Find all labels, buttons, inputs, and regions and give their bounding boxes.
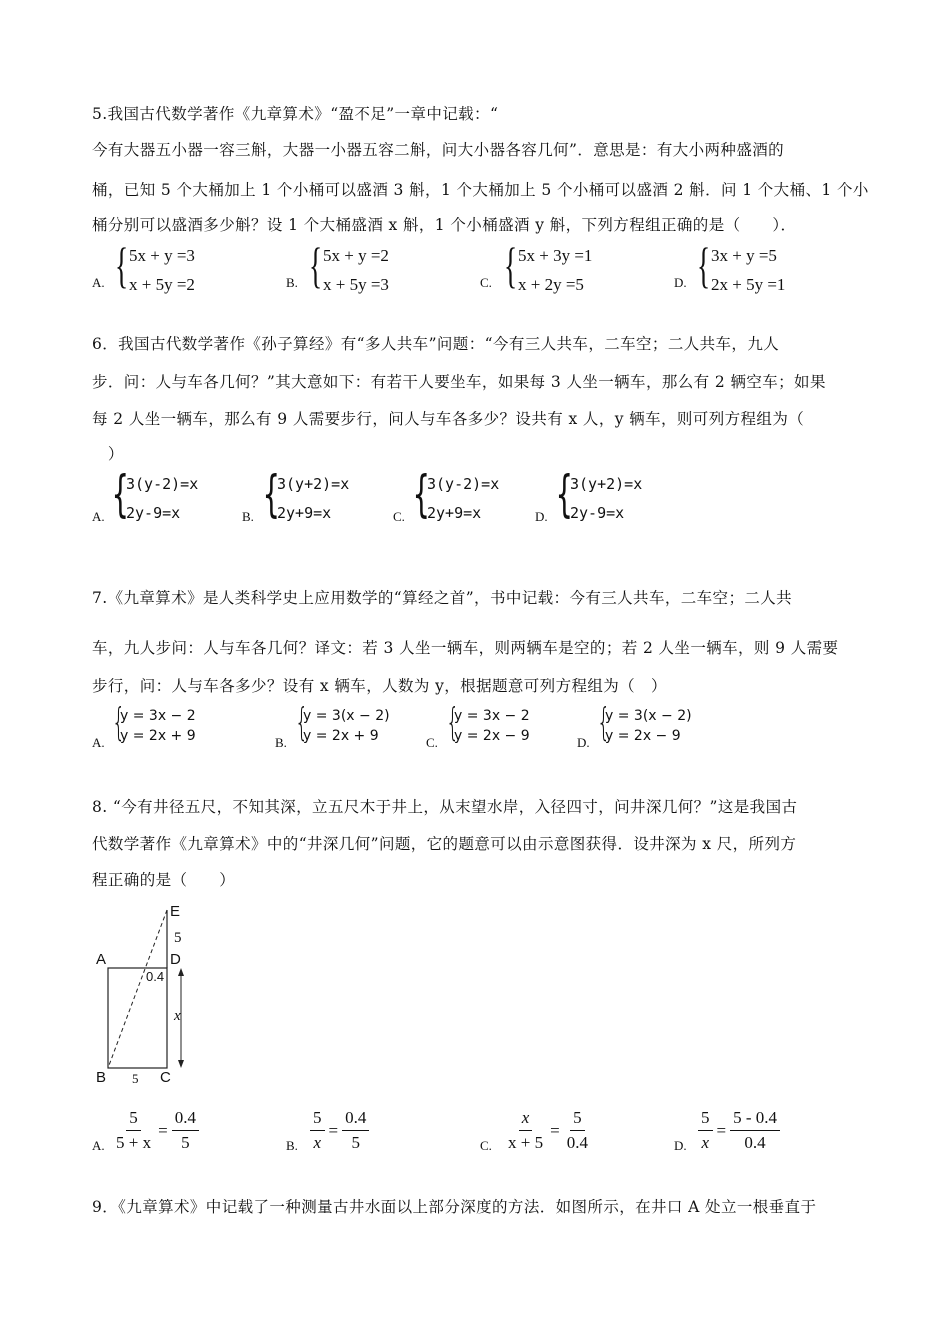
q8-option-b-equation: $\frac{5}{x}$ = $\frac{0.4}{5}$ [310,1108,369,1153]
q7-d-eq2: y = 2x − 9 [605,728,681,744]
q6-c-eq1: 3(y-2)=x [427,475,500,493]
q5-d-eq1: 3x + y =5 [711,246,777,265]
q7-a-eq1: y = 3x − 2 [120,708,196,724]
q8-d-left-den: x [701,1133,710,1152]
q7-c-eq1: y = 3x − 2 [454,708,530,724]
q7-b-eq1: y = 3(x − 2) [303,708,390,724]
q6-b-eq2: 2y+9=x [277,504,332,522]
q8-b-left-den: x [313,1133,322,1152]
q8-line-2: 代数学著作《九章算术》中的“井深几何”问题，它的题意可以由示意图获得．设井深为 x 尺，所列方 [92,835,797,853]
q7-option-c-label: C. [426,735,438,750]
q8-d-right-den: 0.4 [744,1133,766,1152]
q8-d-right-num: 5 - 0.4 [730,1108,780,1131]
q8-option-c-equation: $\frac{x}{x + 5}$ = $\frac{5}{0.4}$ [505,1108,591,1153]
q5-c-eq1: 5x + 3y =1 [518,246,593,265]
q7-option-b-label: B. [275,735,287,750]
q6-b-eq1: 3(y+2)=x [277,475,350,493]
q8-b-right-num: 0.4 [342,1108,369,1131]
q7-a-eq2: y = 2x + 9 [120,728,196,744]
q7-option-d-label: D. [577,735,590,750]
q6-line-3: 每 2 人坐一辆车，那么有 9 人需要步行，问人与车各多少？设共有 x 人，y 辆车，则可列方程组为（ [92,410,805,428]
q5-c-eq2: x + 2y =5 [518,275,584,294]
q5-option-c-label: C. [480,275,492,290]
q6-a-eq1: 3(y-2)=x [126,475,199,493]
q7-c-eq2: y = 2x − 9 [454,728,530,744]
q9-line-1: 9．《九章算术》中记载了一种测量古井水面以上部分深度的方法．如图所示，在井口 A 处立一根垂直于 [92,1198,817,1216]
q5-d-eq2: 2x + 5y =1 [711,275,786,294]
q7-option-a-label: A. [92,735,105,750]
q5-b-eq2: x + 5y =3 [323,275,389,294]
q5-line-1: 5.我国古代数学著作《九章算术》“盈不足”一章中记载：“ [92,105,499,123]
q8-c-right-den: 0.4 [566,1133,588,1152]
q8-d-left-num: 5 [698,1108,713,1131]
q8-option-b-label: B. [286,1138,298,1153]
label-b: B [96,1069,107,1086]
label-five-top: 5 [174,930,182,946]
q8-b-left-num: 5 [310,1108,325,1131]
q5-option-d-label: D. [674,275,687,290]
q8-a-right-den: 5 [181,1133,190,1152]
q8-option-c-label: C. [480,1138,492,1153]
depth-arrow-head-top [178,968,184,976]
sight-line [108,910,167,1068]
q8-c-right-num: 5 [570,1108,585,1131]
q5-line-3: 桶，已知 5 个大桶加上 1 个小桶可以盛酒 3 斛，1 个大桶加上 5 个小桶可以盛酒 2 斛．问 1 个大桶、1 个小 [92,181,869,199]
q8-c-left-den: x + 5 [508,1133,544,1152]
label-c: C [160,1069,171,1086]
q5-b-eq1: 5x + y =2 [323,246,389,265]
q8-c-left-num: x [519,1108,533,1131]
q8-line-3: 程正确的是（ ） [92,871,236,889]
label-x: x [174,1008,181,1024]
q7-line-1: 7.《九章算术》是人类科学史上应用数学的“算经之首”，书中记载：今有三人共车，二车空；二人共 [92,589,793,607]
q6-line-1: 6．我国古代数学著作《孙子算经》有“多人共车”问题：“今有三人共车，二车空；二人共车，九人 [92,335,780,353]
q8-b-right-den: 5 [351,1133,360,1152]
well-diagram [90,900,200,1090]
q8-option-d-equation: $\frac{5}{x}$ = $\frac{5 - 0.4}{0.4}$ [698,1108,780,1153]
q5-option-b-label: B. [286,275,298,290]
q5-a-eq1: 5x + y =3 [129,246,195,265]
q6-line-2: 步．问：人与车各几何？”其大意如下：有若干人要坐车，如果每 3 人坐一辆车，那么有 2 辆空车；如果 [92,373,826,391]
q5-line-2: 今有大器五小器一容三斛，大器一小器五容二斛，问大小器各容几何”．意思是：有大小两种盛酒的 [92,141,785,159]
q8-a-left-den: 5 + x [116,1133,152,1152]
q6-option-a-label: A. [92,509,105,524]
label-e: E [170,903,181,920]
q7-d-eq1: y = 3(x − 2) [605,708,692,724]
q6-a-eq2: 2y-9=x [126,504,181,522]
q6-option-c-label: C. [393,509,405,524]
q7-line-2: 车，九人步问：人与车各几何？译文：若 3 人坐一辆车，则两辆车是空的；若 2 人坐一辆车，则 9 人需要 [92,639,839,657]
label-five-bottom: 5 [132,1071,139,1086]
q8-option-a-equation: $\frac{5}{5 + x}$ = $\frac{0.4}{5}$ [113,1108,199,1153]
label-d: D [170,951,181,968]
q8-option-d-label: D. [674,1138,687,1153]
q6-d-eq2: 2y-9=x [570,504,625,522]
q8-option-a-label: A. [92,1138,105,1153]
q6-line-4: ） [92,445,124,463]
q8-line-1: 8. “今有井径五尺，不知其深，立五尺木于井上，从末望水岸，入径四寸，问井深几何？”这是我国古 [92,798,798,816]
q6-c-eq2: 2y+9=x [427,504,482,522]
q5-line-4: 桶分别可以盛酒多少斛？设 1 个大桶盛酒 x 斛，1 个小桶盛酒 y 斛，下列方程组正确的是（ ）． [92,216,797,234]
label-0-4: 0.4 [146,969,165,984]
label-a: A [96,951,107,968]
q8-a-left-num: 5 [126,1108,141,1131]
depth-arrow-head-bottom [178,1060,184,1068]
q5-option-a-label: A. [92,275,105,290]
q7-line-3: 步行，问：人与车各多少？设有 x 辆车，人数为 y，根据题意可列方程组为（ ） [92,677,667,695]
q8-a-right-num: 0.4 [172,1108,199,1131]
q5-a-eq2: x + 5y =2 [129,275,195,294]
q7-b-eq2: y = 2x + 9 [303,728,379,744]
q6-option-d-label: D. [535,509,548,524]
q6-d-eq1: 3(y+2)=x [570,475,643,493]
well-diagram-lines [90,900,200,1090]
q6-option-b-label: B. [242,509,254,524]
